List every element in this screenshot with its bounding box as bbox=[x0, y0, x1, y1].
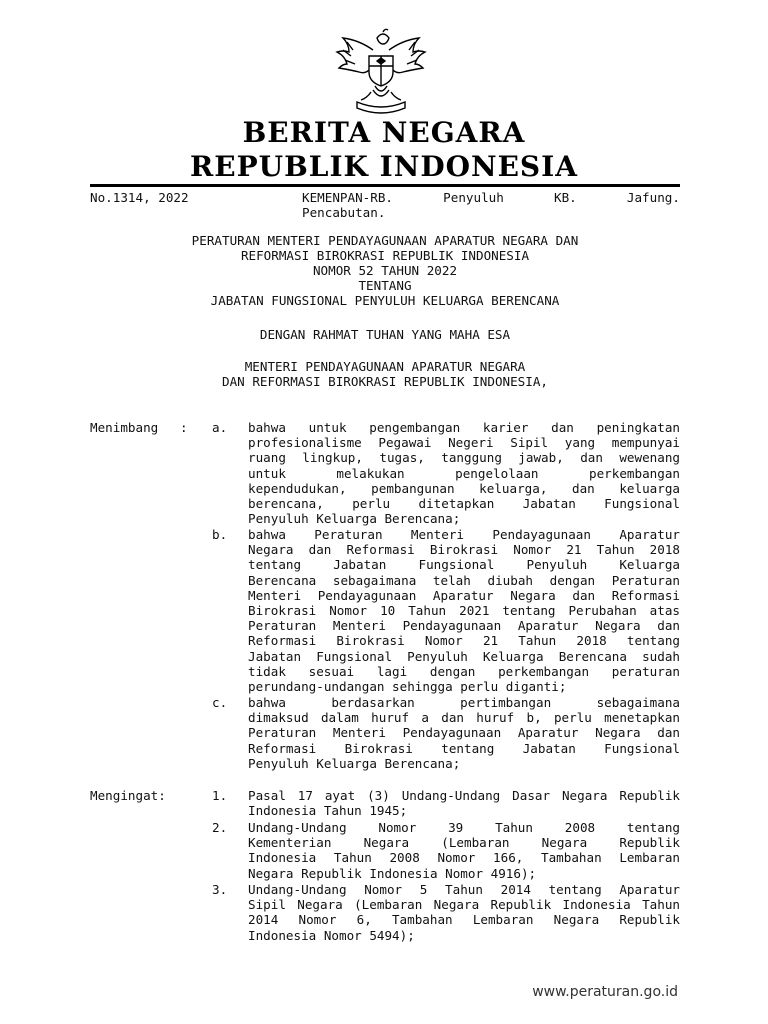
item-marker: 3. bbox=[212, 882, 228, 897]
garuda-emblem-icon bbox=[333, 28, 429, 114]
text-line: bahwa Peraturan Menteri Pendayagunaan Aparatur bbox=[248, 527, 680, 542]
minister-line: MENTERI PENDAYAGUNAAN APARATUR NEGARA bbox=[244, 359, 526, 374]
text-line: bahwa untuk pengembangan karier dan peningkatan bbox=[248, 420, 680, 435]
mengingat-item-2 bbox=[248, 820, 680, 881]
text-line: Peraturan Menteri Pendayagunaan Aparatur Negara dan bbox=[248, 618, 680, 634]
text-line: kependudukan, pembangunan keluarga, dan keluarga bbox=[248, 480, 680, 496]
minister-title bbox=[90, 359, 680, 389]
footer-url-link[interactable]: www.peraturan.go.id bbox=[532, 984, 678, 1000]
text-line: tentang Jabatan Fungsional Penyuluh Keluarga bbox=[248, 557, 680, 573]
text-line: Sipil Negara (Lembaran Negara Republik Indonesia Tahun bbox=[248, 897, 680, 913]
gazette-title-line1: BERITA NEGARA bbox=[242, 116, 526, 149]
text-line: profesionalisme Pegawai Negeri Sipil yang mempunyai bbox=[248, 435, 680, 451]
item-marker: 2. bbox=[212, 820, 228, 835]
menimbang-colon: : bbox=[180, 420, 188, 435]
text-line: Pasal 17 ayat (3) Undang-Undang Dasar Negara Republik bbox=[248, 788, 680, 803]
gazette-title-line2: REPUBLIK INDONESIA bbox=[190, 150, 578, 183]
regulation-title-line: REFORMASI BIROKRASI REPUBLIK INDONESIA bbox=[240, 248, 530, 263]
keywords-line bbox=[302, 190, 680, 205]
regulation-subject: JABATAN FUNGSIONAL PENYULUH KELUARGA BERENCANA bbox=[210, 293, 560, 308]
text-line: dimaksud dalam huruf a dan huruf b, perlu menetapkan bbox=[248, 710, 680, 726]
text-line: Birokrasi Nomor 10 Tahun 2021 tentang Perubahan atas bbox=[248, 603, 680, 619]
mengingat-item-3 bbox=[248, 882, 680, 943]
regulation-number: NOMOR 52 TAHUN 2022 bbox=[312, 263, 458, 278]
keyword: KB. bbox=[553, 190, 577, 205]
mengingat-label: Mengingat: bbox=[90, 788, 166, 803]
blessing-line: DENGAN RAHMAT TUHAN YANG MAHA ESA bbox=[259, 327, 511, 342]
text-line: Reformasi Birokrasi tentang Jabatan Fungsional bbox=[248, 740, 680, 756]
text-line: 2014 Nomor 6, Tambahan Lembaran Negara Republik bbox=[248, 912, 680, 928]
text-line: berencana, perlu ditetapkan Jabatan Fungsional bbox=[248, 496, 680, 512]
item-marker: a. bbox=[212, 420, 228, 435]
item-marker: b. bbox=[212, 527, 228, 542]
menimbang-item-b bbox=[248, 527, 680, 694]
text-line: Negara dan Reformasi Birokrasi Nomor 21 Tahun 2018 bbox=[248, 542, 680, 558]
regulation-about: TENTANG bbox=[358, 278, 412, 293]
text-line: Jabatan Fungsional Penyuluh Keluarga Berencana sudah bbox=[248, 648, 680, 664]
regulation-title-line: PERATURAN MENTERI PENDAYAGUNAAN APARATUR NEGARA DAN bbox=[191, 233, 579, 248]
keyword: Jafung. bbox=[626, 190, 680, 205]
text-line: Penyuluh Keluarga Berencana; bbox=[248, 755, 461, 771]
item-marker: c. bbox=[212, 695, 228, 710]
keyword: Penyuluh bbox=[443, 190, 504, 205]
text-line: bahwa berdasarkan pertimbangan sebagaimana bbox=[248, 695, 680, 710]
menimbang-label: Menimbang bbox=[90, 420, 159, 435]
minister-line: DAN REFORMASI BIROKRASI REPUBLIK INDONESIA, bbox=[221, 374, 549, 389]
text-line: Penyuluh Keluarga Berencana; bbox=[248, 511, 461, 527]
text-line: Indonesia Nomor 5494); bbox=[248, 927, 415, 943]
text-line: Indonesia Tahun 2008 Nomor 166, Tambahan Lembaran bbox=[248, 850, 680, 866]
text-line: Menteri Pendayagunaan Aparatur Negara dan Reformasi bbox=[248, 587, 680, 603]
keyword-revocation: Pencabutan. bbox=[302, 205, 386, 220]
text-line: ruang lingkup, tugas, tanggung jawab, dan wewenang bbox=[248, 450, 680, 466]
item-marker: 1. bbox=[212, 788, 228, 803]
text-line: Negara Republik Indonesia Nomor 4916); bbox=[248, 865, 537, 881]
mengingat-item-1 bbox=[248, 788, 680, 818]
text-line: Kementerian Negara (Lembaran Negara Republik bbox=[248, 835, 680, 851]
regulation-title bbox=[90, 233, 680, 308]
text-line: Undang-Undang Nomor 5 Tahun 2014 tentang Aparatur bbox=[248, 882, 680, 897]
text-line: Berencana sebagaimana telah diubah dengan Peraturan bbox=[248, 572, 680, 588]
text-line: untuk melakukan pengelolaan perkembangan bbox=[248, 465, 680, 481]
menimbang-item-a bbox=[248, 420, 680, 526]
text-line: Reformasi Birokrasi Nomor 21 Tahun 2018 tentang bbox=[248, 633, 680, 649]
text-line: Undang-Undang Nomor 39 Tahun 2008 tentang bbox=[248, 820, 680, 835]
gazette-number: No.1314, 2022 bbox=[90, 190, 189, 205]
menimbang-item-c bbox=[248, 695, 680, 771]
keyword: KEMENPAN-RB. bbox=[302, 190, 393, 205]
text-line: perundang-undangan sehingga perlu diganti; bbox=[248, 679, 567, 695]
text-line: Indonesia Tahun 1945; bbox=[248, 803, 408, 819]
text-line: Peraturan Menteri Pendayagunaan Aparatur Negara dan bbox=[248, 725, 680, 741]
text-line: tidak sesuai lagi dengan perkembangan peraturan bbox=[248, 663, 680, 679]
title-divider bbox=[90, 184, 680, 187]
